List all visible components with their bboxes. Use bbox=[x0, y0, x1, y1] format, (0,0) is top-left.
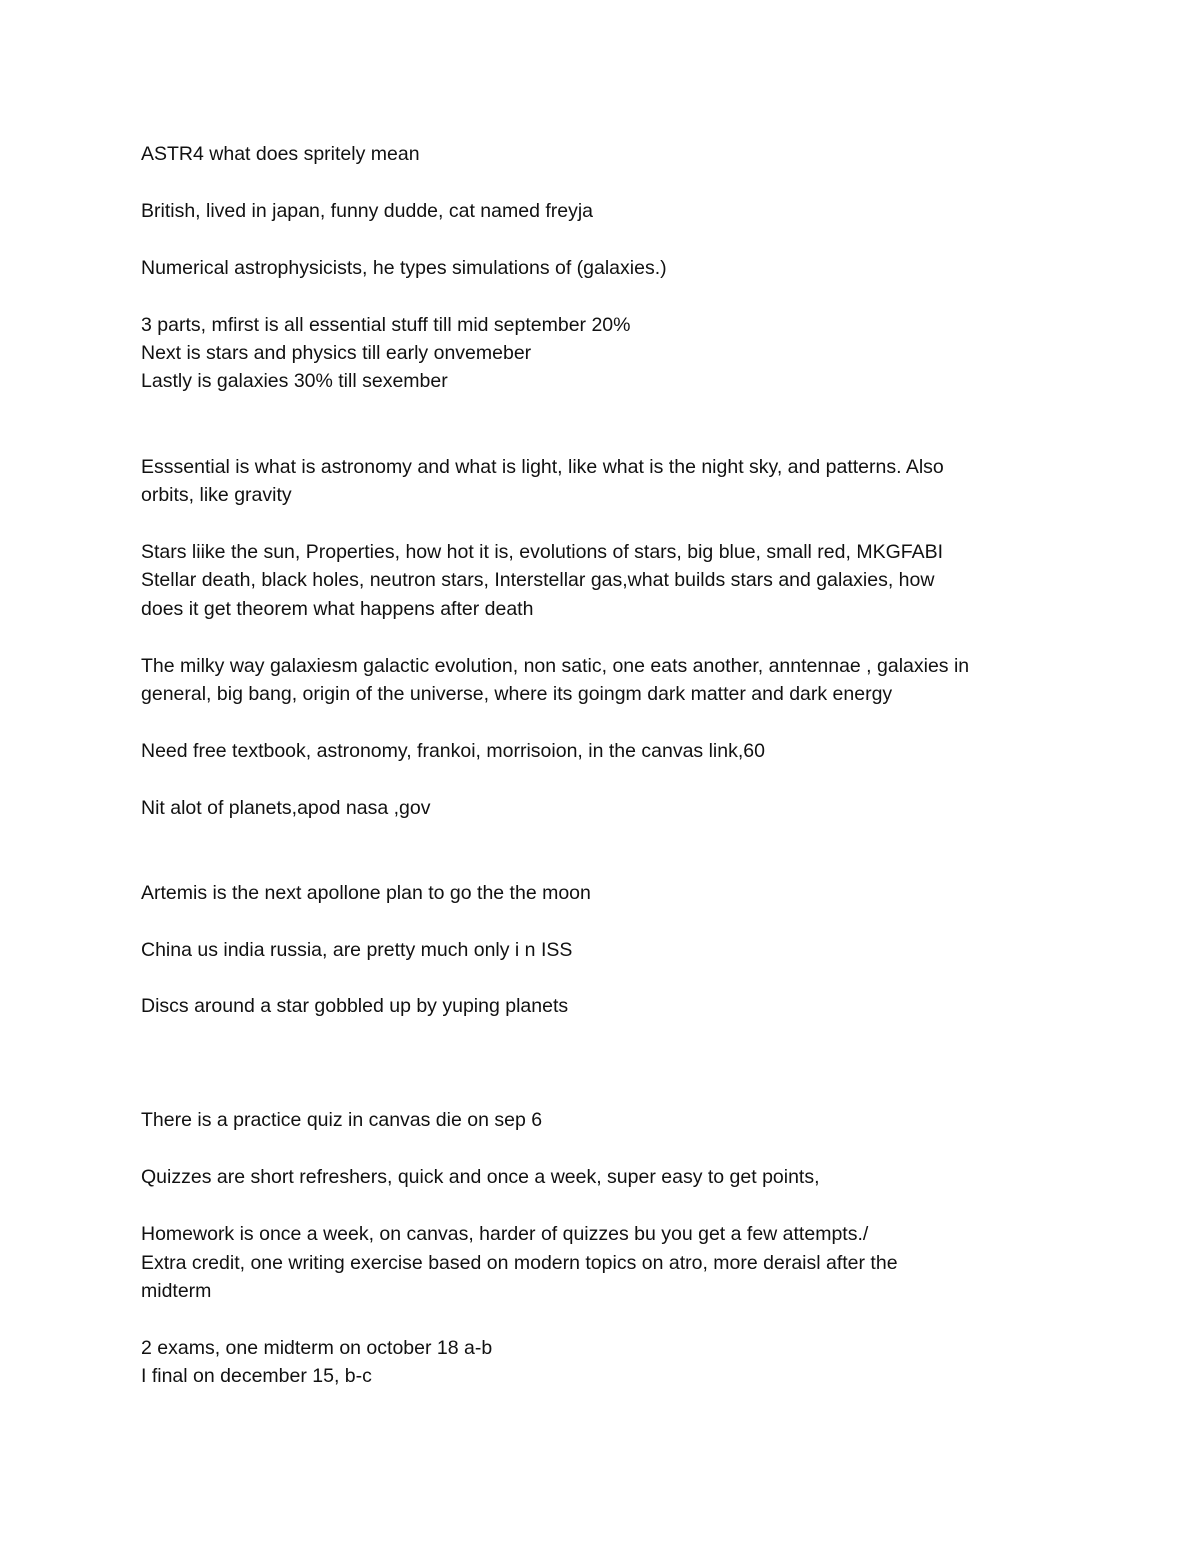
text-line: Lastly is galaxies 30% till sexember bbox=[141, 370, 448, 392]
text-line: ASTR4 what does spritely mean bbox=[141, 143, 420, 165]
text-line: China us india russia, are pretty much only i n ISS bbox=[141, 939, 573, 961]
text-line: midterm bbox=[141, 1280, 212, 1302]
text-line: does it get theorem what happens after death bbox=[141, 598, 534, 620]
text-line: Numerical astrophysicists, he types simulations of (galaxies.) bbox=[141, 257, 667, 279]
text-line: Stellar death, black holes, neutron stars, Interstellar gas,what builds stars and galaxies, how bbox=[141, 569, 935, 591]
text-line: Artemis is the next apollone plan to go the the moon bbox=[141, 882, 591, 904]
text-line: British, lived in japan, funny dudde, cat named freyja bbox=[141, 200, 594, 222]
text-line: There is a practice quiz in canvas die on sep 6 bbox=[141, 1109, 543, 1131]
text-line: Discs around a star gobbled up by yuping planets bbox=[141, 995, 569, 1017]
text-line: Stars liike the sun, Properties, how hot it is, evolutions of stars, big blue, small red, MKGFABI bbox=[141, 541, 944, 563]
text-line: Need free textbook, astronomy, frankoi, morrisoion, in the canvas link,60 bbox=[141, 740, 765, 762]
text-line: general, big bang, origin of the universe, where its goingm dark matter and dark energy bbox=[141, 683, 893, 705]
text-line: Homework is once a week, on canvas, harder of quizzes bu you get a few attempts./ bbox=[141, 1223, 869, 1245]
text-line: Nit alot of planets,apod nasa ,gov bbox=[141, 797, 431, 819]
text-line: Quizzes are short refreshers, quick and once a week, super easy to get points, bbox=[141, 1166, 820, 1188]
text-line: Extra credit, one writing exercise based on modern topics on atro, more deraisl after the bbox=[141, 1252, 898, 1274]
text-line: I final on december 15, b-c bbox=[141, 1365, 372, 1387]
text-line: 3 parts, mfirst is all essential stuff till mid september 20% bbox=[141, 314, 631, 336]
text-line: Next is stars and physics till early onvemeber bbox=[141, 342, 532, 364]
text-line: 2 exams, one midterm on october 18 a-b bbox=[141, 1337, 493, 1359]
text-line: The milky way galaxiesm galactic evolution, non satic, one eats another, anntennae , galaxies in bbox=[141, 655, 970, 677]
text-line: orbits, like gravity bbox=[141, 484, 292, 506]
text-line: Esssential is what is astronomy and what is light, like what is the night sky, and patterns. Also bbox=[141, 456, 944, 478]
